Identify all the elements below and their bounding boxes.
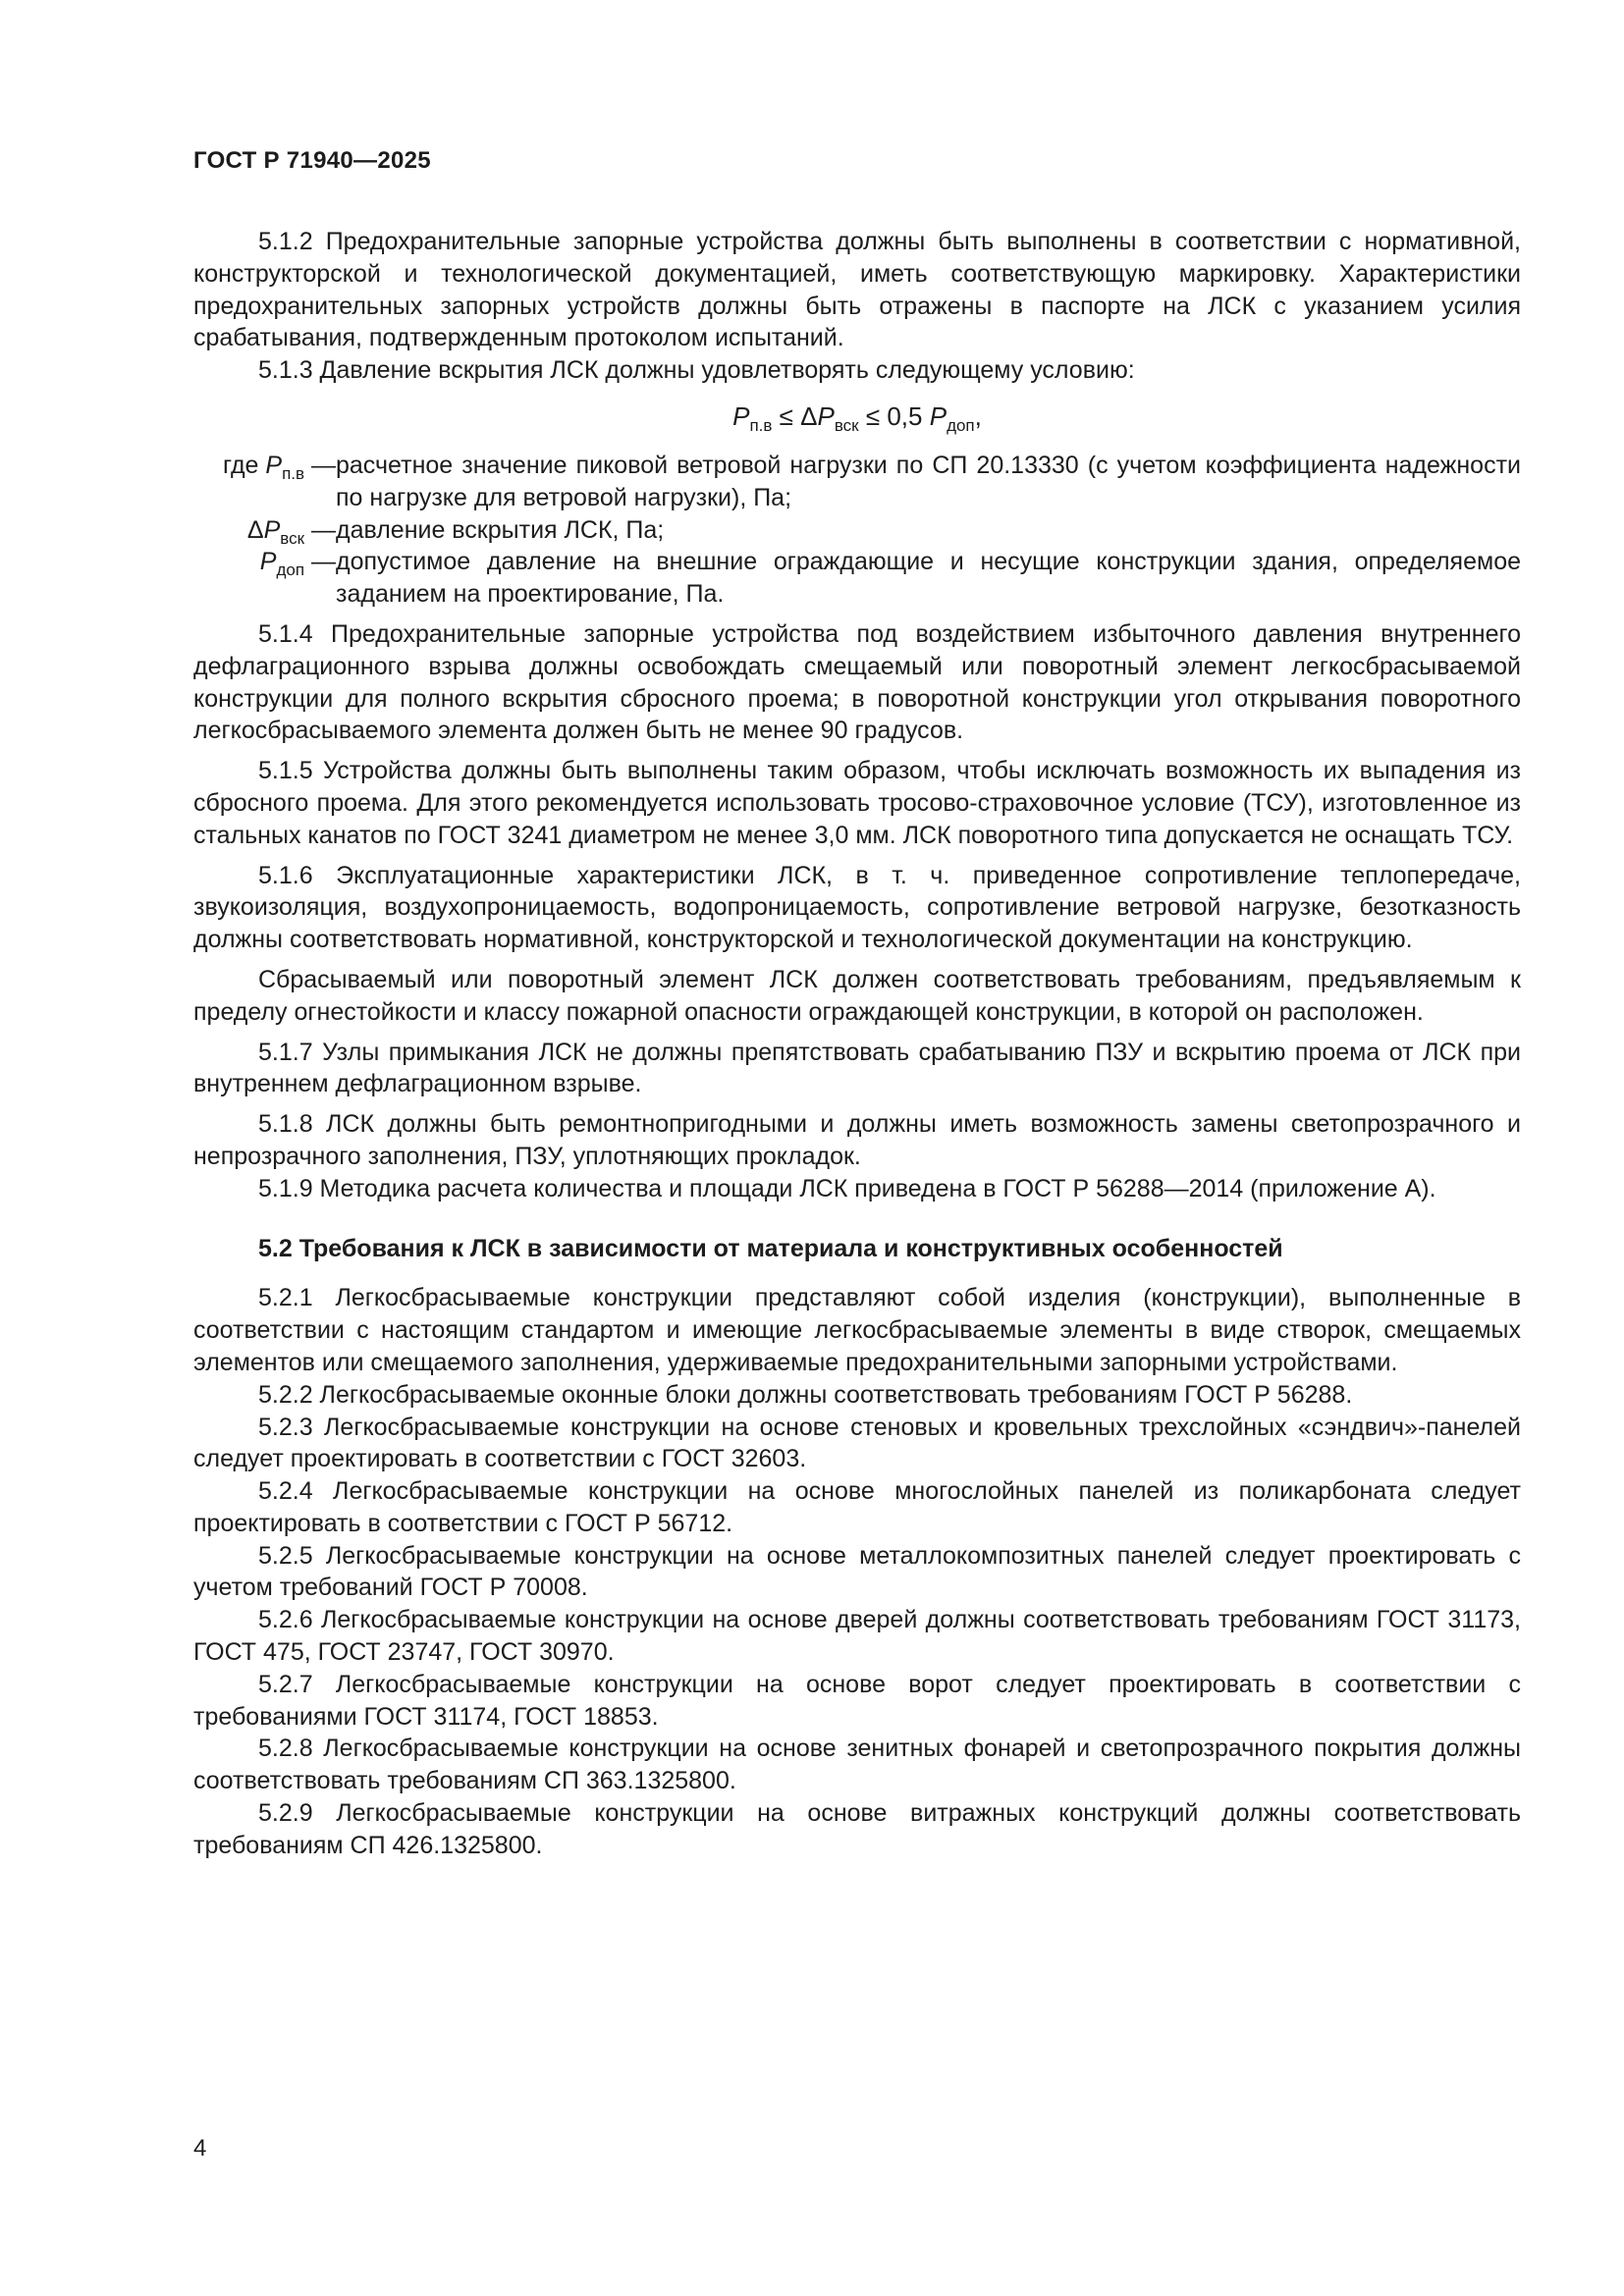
definition-prefix: где xyxy=(222,451,266,479)
paragraph-5-2-1: 5.2.1 Легкосбрасываемые конструкции представляют собой изделия (конструкции), выполненные в соответствии с настоящим стандартом и имеющие легкосбрасываемые элементы в виде створок, смещаемых элементов или смещаемого заполнения, удерживаемые предохранительными запорными устройствами. xyxy=(193,1284,1521,1376)
definition-term-dop xyxy=(193,546,336,611)
definition-text-vsk: давление вскрытия ЛСК, Па; xyxy=(336,515,665,544)
paragraph-5-2-3: 5.2.3 Легкосбрасываемые конструкции на основе стеновых и кровельных трехслойных «сэндвич»-панелей следует проектировать в соответствии с ГОСТ 32603. xyxy=(193,1413,1521,1473)
paragraph-5-1-5: 5.1.5 Устройства должны быть выполнены таким образом, чтобы исключать возможность их выпадения из сбросного проема. Для этого рекомендуется использовать тросово-страховочное условие (ТСУ), изготовленное из стальных канатов по ГОСТ 3241 диаметром не менее 3,0 мм. ЛСК поворотного типа допускается не оснащать ТСУ. xyxy=(193,757,1521,849)
paragraph-5-1-6: 5.1.6 Эксплуатационные характеристики ЛСК, в т. ч. приведенное сопротивление теплопередаче, звукоизоляция, воздухопроницаемость, водопроницаемость, сопротивление ветровой нагрузке, безотказность должны соответствовать нормативной, конструкторской и технологической документации на конструкцию. xyxy=(193,861,1521,954)
definition-dash: — xyxy=(304,451,336,479)
definitions-list xyxy=(193,450,1521,611)
definition-text-pv: расчетное значение пиковой ветровой нагрузки по СП 20.13330 (с учетом коэффициента надежности по нагрузке для ветровой нагрузки), Па; xyxy=(336,451,1521,511)
formula-delta: Δ xyxy=(800,400,818,431)
document-body xyxy=(193,226,1521,1862)
paragraph-5-1-4: 5.1.4 Предохранительные запорные устройства под воздействием избыточного давления внутреннего дефлаграционного взрыва должны освобождать смещаемый или поворотный элемент легкосбрасываемой конструкции для полного вскрытия сбросного проема; в поворотной конструкции угол открывания поворотного легкосбрасываемого элемента должен быть не менее 90 градусов. xyxy=(193,619,1521,745)
formula-le2: ≤ 0,5 xyxy=(858,400,930,431)
formula-sub-vsk: вск xyxy=(834,415,859,435)
definition-sub: вск xyxy=(280,528,305,548)
definition-term-vsk xyxy=(193,514,336,547)
document-code-header: ГОСТ Р 71940—2025 xyxy=(193,147,431,174)
definition-symbol: P xyxy=(263,515,281,544)
definition-dash: — xyxy=(304,548,336,576)
definition-sub: п.в xyxy=(282,463,305,483)
formula-le1: ≤ xyxy=(772,400,801,431)
paragraph-5-2-5: 5.2.5 Легкосбрасываемые конструкции на основе металлокомпозитных панелей следует проектировать с учетом требований ГОСТ Р 70008. xyxy=(193,1541,1521,1602)
paragraph-5-1-3: 5.1.3 Давление вскрытия ЛСК должны удовлетворять следующему условию: xyxy=(258,356,1135,385)
formula-sub-pv: п.в xyxy=(749,415,773,435)
definition-text-dop: допустимое давление на внешние ограждающие и несущие конструкции здания, определяемое заданием на проектирование, Па. xyxy=(336,548,1521,609)
paragraph-5-2-8: 5.2.8 Легкосбрасываемые конструкции на основе зенитных фонарей и светопрозрачного покрытия должны соответствовать требованиям СП 363.1325800. xyxy=(193,1735,1521,1795)
paragraph-5-2-7: 5.2.7 Легкосбрасываемые конструкции на основе ворот следует проектировать в соответствии с требованиями ГОСТ 31174, ГОСТ 18853. xyxy=(193,1670,1521,1731)
definition-symbol: P xyxy=(265,451,283,479)
formula xyxy=(193,397,1521,436)
paragraph-5-2-2: 5.2.2 Легкосбрасываемые оконные блоки должны соответствовать требованиям ГОСТ Р 56288. xyxy=(258,1380,1353,1409)
formula-symbol-p1: P xyxy=(732,400,750,431)
paragraph-5-2-9: 5.2.9 Легкосбрасываемые конструкции на основе витражных конструкций должны соответствовать требованиям СП 426.1325800. xyxy=(193,1799,1521,1859)
paragraph-5-2-4: 5.2.4 Легкосбрасываемые конструкции на основе многослойных панелей из поликарбоната следует проектировать в соответствии с ГОСТ Р 56712. xyxy=(193,1477,1521,1537)
definition-dash: — xyxy=(304,515,336,544)
formula-symbol-p2: P xyxy=(817,400,835,431)
definition-sub: доп xyxy=(276,561,305,580)
definition-prefix: Δ xyxy=(246,515,264,544)
definition-term-pv xyxy=(193,450,336,514)
paragraph-5-1-7: 5.1.7 Узлы примыкания ЛСК не должны препятствовать срабатыванию ПЗУ и вскрытию проема от ЛСК при внутреннем дефлаграционном взрыве. xyxy=(193,1038,1521,1098)
paragraph-5-1-6-continued: Сбрасываемый или поворотный элемент ЛСК должен соответствовать требованиям, предъявляемым к пределу огнестойкости и классу пожарной опасности ограждающей конструкции, в которой он расположен. xyxy=(193,965,1521,1026)
section-heading-5-2: 5.2 Требования к ЛСК в зависимости от материала и конструктивных особенностей xyxy=(258,1234,1283,1262)
formula-symbol-p3: P xyxy=(929,400,947,431)
paragraph-5-2-6: 5.2.6 Легкосбрасываемые конструкции на основе дверей должны соответствовать требованиям ГОСТ 31173, ГОСТ 475, ГОСТ 23747, ГОСТ 30970. xyxy=(193,1606,1521,1667)
paragraph-5-1-2: 5.1.2 Предохранительные запорные устройства должны быть выполнены в соответствии с нормативной, конструкторской и технологической документацией, иметь соответствующую маркировку. Характеристики предохранительных запорных устройств должны быть отражены в паспорте на ЛСК с указанием усилия срабатывания, подтвержденным протоколом испытаний. xyxy=(193,228,1521,352)
paragraph-5-1-8: 5.1.8 ЛСК должны быть ремонтнопригодными и должны иметь возможность замены светопрозрачного и непрозрачного заполнения, ПЗУ, уплотняющих прокладок. xyxy=(193,1110,1521,1170)
formula-sub-dop: доп xyxy=(947,415,975,435)
definition-symbol: P xyxy=(259,548,277,576)
page-number: 4 xyxy=(193,2135,207,2162)
formula-tail: , xyxy=(974,400,982,431)
paragraph-5-1-9: 5.1.9 Методика расчета количества и площади ЛСК приведена в ГОСТ Р 56288—2014 (приложение А). xyxy=(258,1174,1436,1202)
